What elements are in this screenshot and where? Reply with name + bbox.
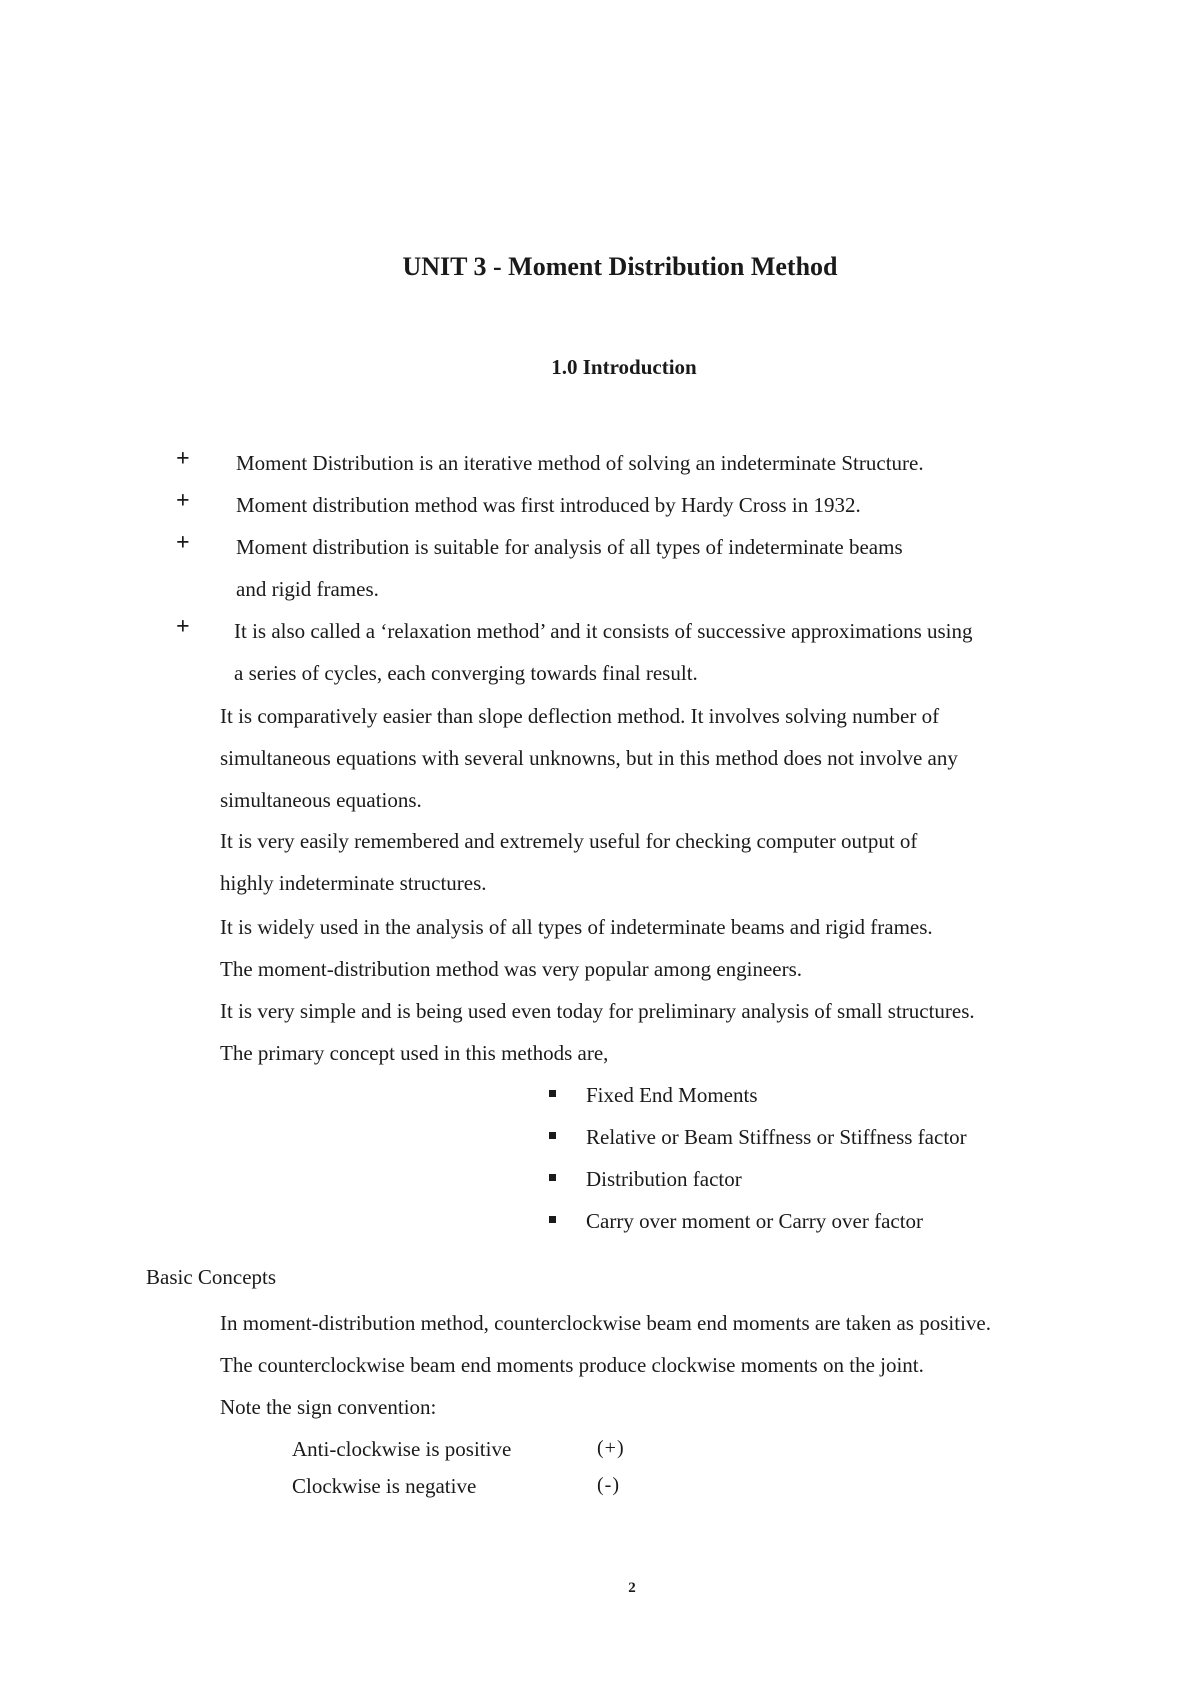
paragraph-line: It is comparatively easier than slope deflection method. It involves solving number of [220, 704, 940, 728]
bullet-text: Moment Distribution is an iterative method of solving an indeterminate Structure. [236, 451, 924, 475]
concept-item: Relative or Beam Stiffness or Stiffness factor [586, 1125, 967, 1149]
cross-bullet-icon: + [176, 530, 190, 556]
square-bullet-icon [549, 1132, 556, 1139]
paragraph-line: highly indeterminate structures. [220, 871, 487, 895]
basic-concepts-line: Note the sign convention: [220, 1395, 437, 1419]
basic-concepts-line: In moment-distribution method, counterclockwise beam end moments are taken as positive. [220, 1311, 991, 1335]
page-number: 2 [628, 1580, 636, 1596]
positive-sign-symbol: (+) [597, 1437, 625, 1459]
square-bullet-icon [549, 1090, 556, 1097]
page-title: UNIT 3 - Moment Distribution Method [402, 252, 838, 281]
sign-convention-label: Anti-clockwise is positive [292, 1437, 512, 1461]
paragraph-line: simultaneous equations with several unknowns, but in this method does not involve any [220, 746, 958, 770]
negative-sign-symbol: (-) [597, 1474, 620, 1496]
bullet-text-continuation: a series of cycles, each converging towards final result. [234, 661, 698, 685]
cross-bullet-icon: + [176, 446, 190, 472]
section-heading: 1.0 Introduction [551, 355, 697, 379]
bullet-text: Moment distribution is suitable for analysis of all types of indeterminate beams [236, 535, 903, 559]
paragraph-line: It is very simple and is being used even today for preliminary analysis of small structures. [220, 999, 975, 1023]
basic-concepts-line: The counterclockwise beam end moments produce clockwise moments on the joint. [220, 1353, 924, 1377]
paragraph-line: The moment-distribution method was very popular among engineers. [220, 957, 803, 981]
concept-item: Fixed End Moments [586, 1083, 758, 1107]
basic-concepts-heading: Basic Concepts [146, 1265, 277, 1289]
concept-item: Distribution factor [586, 1167, 742, 1191]
paragraph-line: simultaneous equations. [220, 788, 422, 812]
bullet-text-continuation: and rigid frames. [236, 577, 379, 601]
bullet-text: Moment distribution method was first introduced by Hardy Cross in 1932. [236, 493, 861, 517]
paragraph-line: It is very easily remembered and extremely useful for checking computer output of [220, 829, 918, 853]
cross-bullet-icon: + [176, 614, 190, 640]
square-bullet-icon [549, 1174, 556, 1181]
sign-convention-label: Clockwise is negative [292, 1474, 477, 1498]
bullet-text: It is also called a ‘relaxation method’ and it consists of successive approximations using [234, 619, 973, 643]
square-bullet-icon [549, 1216, 556, 1223]
paragraph-line: The primary concept used in this methods are, [220, 1041, 609, 1065]
cross-bullet-icon: + [176, 488, 190, 514]
paragraph-line: It is widely used in the analysis of all types of indeterminate beams and rigid frames. [220, 915, 933, 939]
concept-item: Carry over moment or Carry over factor [586, 1209, 924, 1233]
